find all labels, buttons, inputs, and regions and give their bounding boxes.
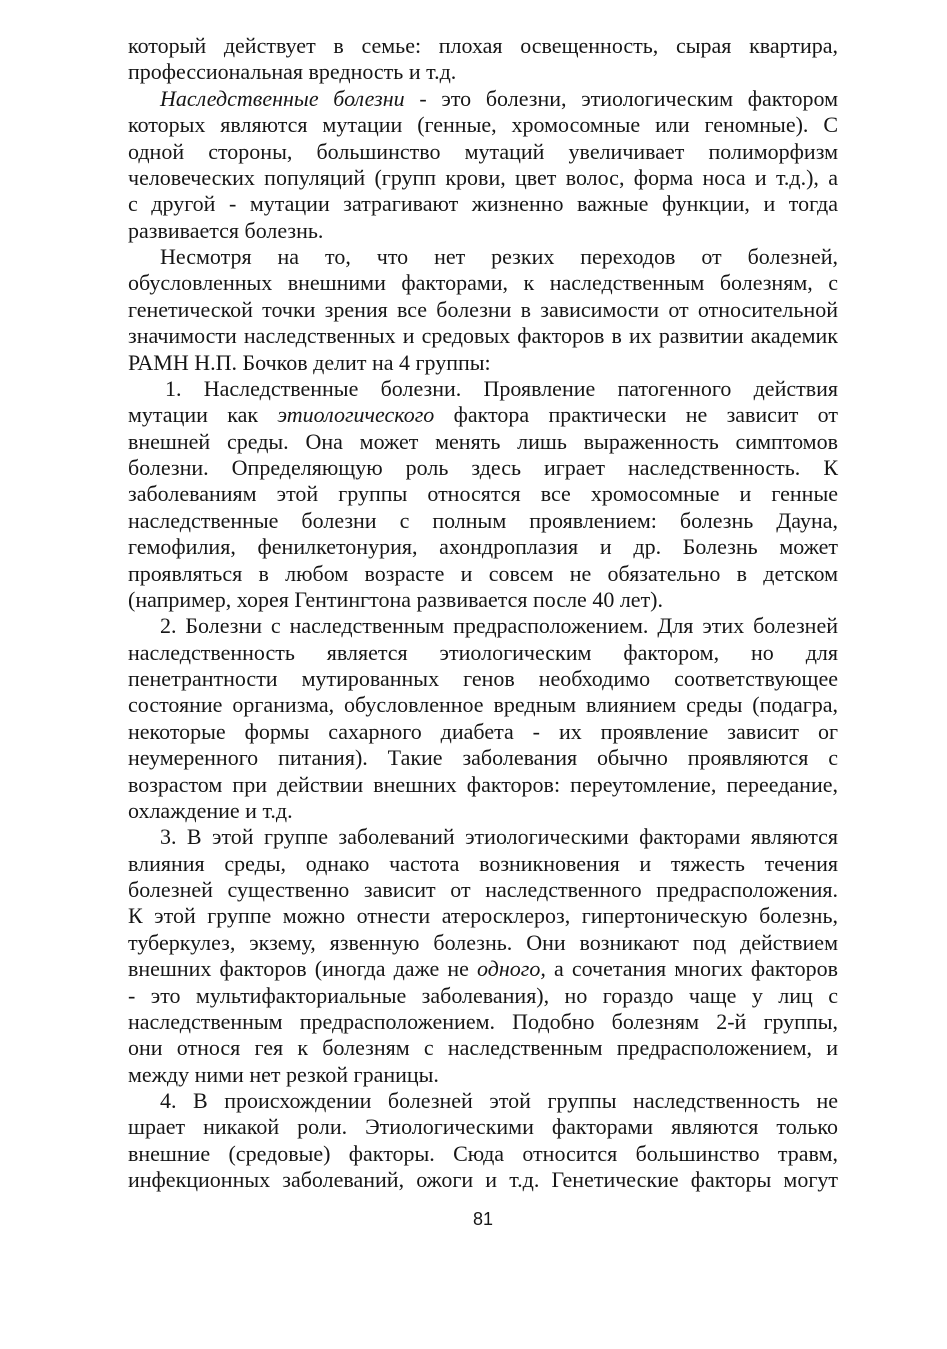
text-line: инфекционных заболеваний, ожоги и т.д. Генетические факторы могут	[128, 1167, 838, 1193]
text-line: болезни. Определяющую роль здесь играет наследственность. К	[128, 455, 838, 480]
text-line: 3. В этой группе заболеваний этиологическими факторами являются	[160, 824, 838, 850]
text-segment: - это болезни, этиологическим фактором	[404, 85, 838, 111]
text-line: значимости наследственных и средовых факторов в их развитии академик	[128, 323, 838, 349]
text-line: одной стороны, большинство мутаций увеличивает полиморфизм	[128, 138, 838, 164]
paragraph-continuation	[128, 33, 838, 86]
text-line: которых являются мутации (генные, хромосомные или геномные). С	[128, 112, 838, 138]
text-line: 2. Болезни с наследственным предрасположением. Для этих болезней	[160, 613, 838, 639]
text-line: некоторые формы сахарного диабета - их проявление зависит ог	[128, 718, 838, 744]
text-line: который действует в семье: плохая освещенность, сырая квартира,	[128, 33, 838, 58]
text-line: между ними нет резкой границы.	[128, 1061, 439, 1087]
text-line: профессиональная вредность и т.д.	[128, 59, 457, 85]
text-line: наследственность является этиологическим фактором, но для	[128, 639, 838, 665]
text-line: обусловленных внешними факторами, к наследственным болезням, с	[128, 270, 838, 296]
text-line: проявляться в любом возрасте и совсем не обязательно в детском	[128, 560, 838, 586]
paragraph-group-3	[128, 824, 838, 1088]
text-line: туберкулез, экзему, язвенную болезнь. Они возникают под действием	[128, 929, 838, 955]
paragraph-classification-intro	[128, 244, 838, 376]
text-line: 4. В происхождении болезней этой группы наследственность не	[160, 1088, 838, 1113]
italic-term: Наследственные болезни	[160, 85, 405, 111]
text-segment: внешних факторов (иногда даже не	[128, 956, 477, 982]
paragraph-group-2	[128, 613, 838, 824]
page-number: 81	[472, 1209, 494, 1229]
page-text-block	[128, 33, 838, 1194]
text-line: человеческих популяций (групп крови, цвет волос, форма носа и т.д.), а	[128, 164, 838, 190]
text-line: (например, хорея Гентингтона развивается после 40 лет).	[128, 586, 664, 612]
text-line: 1. Наследственные болезни. Проявление патогенного действия	[165, 375, 838, 401]
text-line: наследственным предрасположением. Подобно болезням 2-й группы,	[128, 1008, 838, 1034]
text-line: - это мультифакториальные заболевания), но гораздо чаще у лиц с	[128, 982, 838, 1008]
text-segment: а сочетания многих факторов	[545, 956, 838, 982]
text-line: наследственные болезни с полным проявлением: болезнь Дауна,	[128, 507, 838, 533]
text-line	[128, 956, 838, 982]
text-line: пенетрантности мутированных генов необходимо соответствующее	[128, 666, 838, 691]
text-line	[128, 86, 838, 112]
italic-term: этиологического	[277, 402, 435, 428]
text-line: болезней существенно зависит от наследственного предрасположения.	[128, 877, 838, 902]
text-line: влияния среды, однако частота возникновения и тяжесть течения	[128, 850, 838, 876]
text-segment: фактора практически не зависит от	[434, 402, 838, 428]
text-line: они относя гея к болезням с наследственным предрасположением, и	[128, 1035, 838, 1061]
text-line: генетической точки зрения все болезни в зависимости от относительной	[128, 296, 838, 322]
text-line: РАМН Н.П. Бочков делит на 4 группы:	[128, 349, 491, 375]
text-line: состояние организма, обусловленное вредным влиянием среды (подагра,	[128, 692, 838, 718]
text-line: возрастом при действии внешних факторов: переутомление, переедание,	[128, 771, 838, 797]
text-line: охлаждение и т.д.	[128, 797, 293, 823]
text-line: с другой - мутации затрагивают жизненно важные функции, и тогда	[128, 191, 838, 217]
text-line	[128, 402, 838, 428]
text-line: шрает никакой роли. Этиологическими факторами являются только	[128, 1114, 838, 1140]
text-line: развивается болезнь.	[128, 217, 324, 243]
paragraph-hereditary-diseases-definition	[128, 86, 838, 244]
text-line: внешние (средовые) факторы. Сюда относится большинство травм,	[128, 1140, 838, 1166]
text-line: внешней среды. Она может менять лишь выраженность симптомов	[128, 428, 838, 454]
text-segment: мутации как	[128, 402, 278, 428]
text-line: неумеренного питания). Такие заболевания обычно проявляются с	[128, 745, 838, 771]
text-line: К этой группе можно отнести атеросклероз, гипертоническую болезнь,	[128, 903, 838, 929]
paragraph-group-4	[128, 1088, 838, 1194]
text-line: Несмотря на то, что нет резких переходов от болезней,	[160, 244, 838, 269]
text-line: гемофилия, фенилкетонурия, ахондроплазия и др. Болезнь может	[128, 534, 838, 560]
italic-term: одного,	[477, 956, 546, 982]
paragraph-group-1	[128, 376, 838, 613]
text-line: заболеваниям этой группы относятся все хромосомные и генные	[128, 481, 838, 507]
